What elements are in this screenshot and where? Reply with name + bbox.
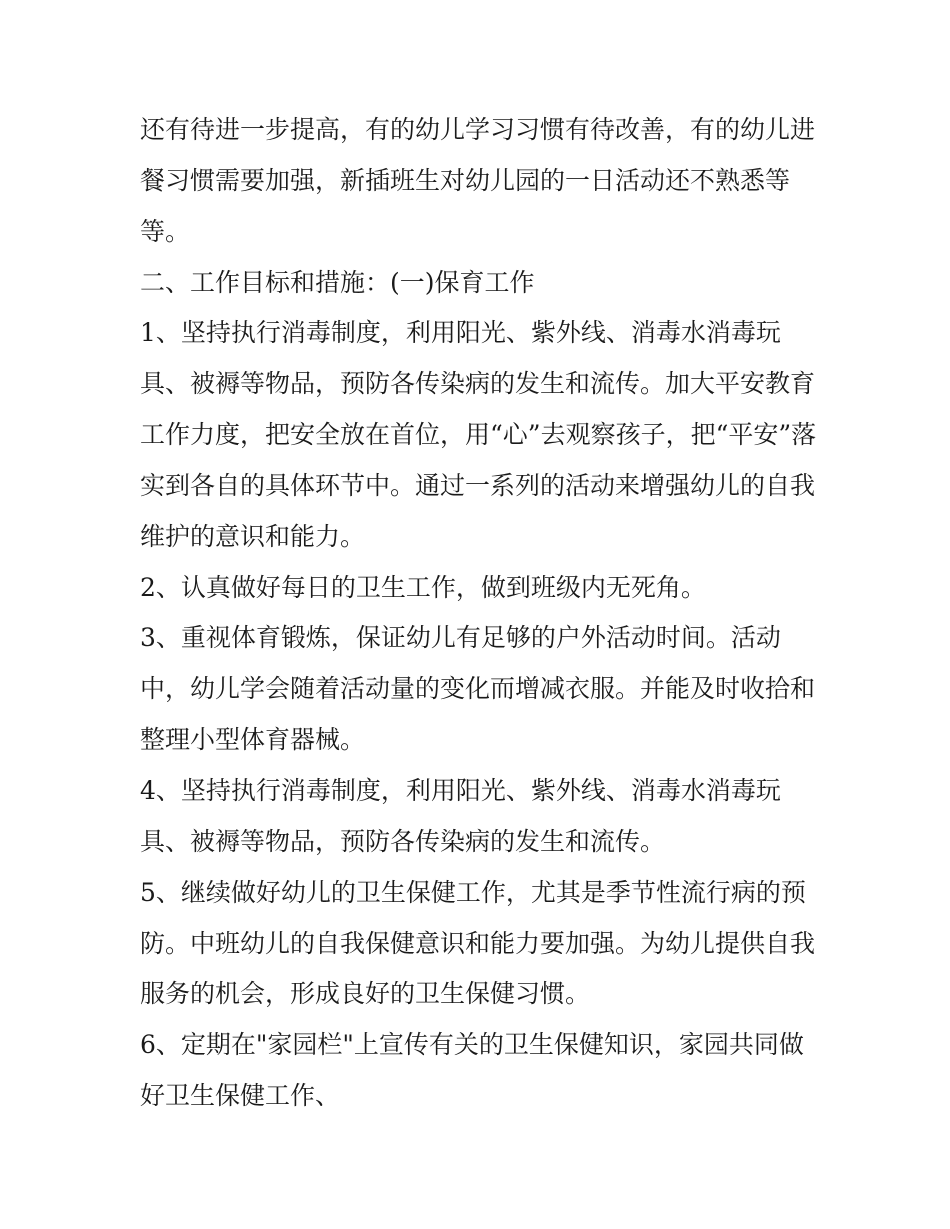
text-line: 好卫生保健工作、 <box>140 1081 341 1111</box>
text-line: 4、坚持执行消毒制度，利用阳光、紫外线、消毒水消毒玩 <box>140 775 781 805</box>
text-line: 还有待进一步提高，有的幼儿学习习惯有待改善，有的幼儿进 <box>140 115 816 144</box>
text-line: 维护的意识和能力。 <box>140 521 366 551</box>
text-line: 等。 <box>140 216 191 246</box>
text-line: 具、被褥等物品，预防各传染病的发生和流传。加大平安教育 <box>140 369 816 399</box>
document-body <box>140 105 840 1122</box>
text-line: 服务的机会，形成良好的卫生保健习惯。 <box>140 979 591 1009</box>
text-line: 中，幼儿学会随着活动量的变化而增减衣服。并能及时收拾和 <box>140 674 816 704</box>
text-line: 5、继续做好幼儿的卫生保健工作，尤其是季节性流行病的预 <box>140 877 806 907</box>
text-line: 防。中班幼儿的自我保健意识和能力要加强。为幼儿提供自我 <box>140 928 816 958</box>
text-line: 2、认真做好每日的卫生工作，做到班级内无死角。 <box>140 572 706 602</box>
text-line: 餐习惯需要加强，新插班生对幼儿园的一日活动还不熟悉等 <box>140 165 791 195</box>
text-line: 具、被褥等物品，预防各传染病的发生和流传。 <box>140 826 666 856</box>
text-line: 实到各自的具体环节中。通过一系列的活动来增强幼儿的自我 <box>140 470 816 500</box>
text-line: 6、定期在"家园栏"上宣传有关的卫生保健知识，家园共同做 <box>140 1030 804 1060</box>
text-line: 整理小型体育器械。 <box>140 725 366 755</box>
text-line: 1、坚持执行消毒制度，利用阳光、紫外线、消毒水消毒玩 <box>140 318 781 348</box>
text-line: 3、重视体育锻炼，保证幼儿有足够的户外活动时间。活动 <box>140 623 781 653</box>
section-heading: 二、工作目标和措施：(一)保育工作 <box>140 267 535 297</box>
text-line: 工作力度，把安全放在首位，用“心”去观察孩子，把“平安”落 <box>140 420 817 450</box>
